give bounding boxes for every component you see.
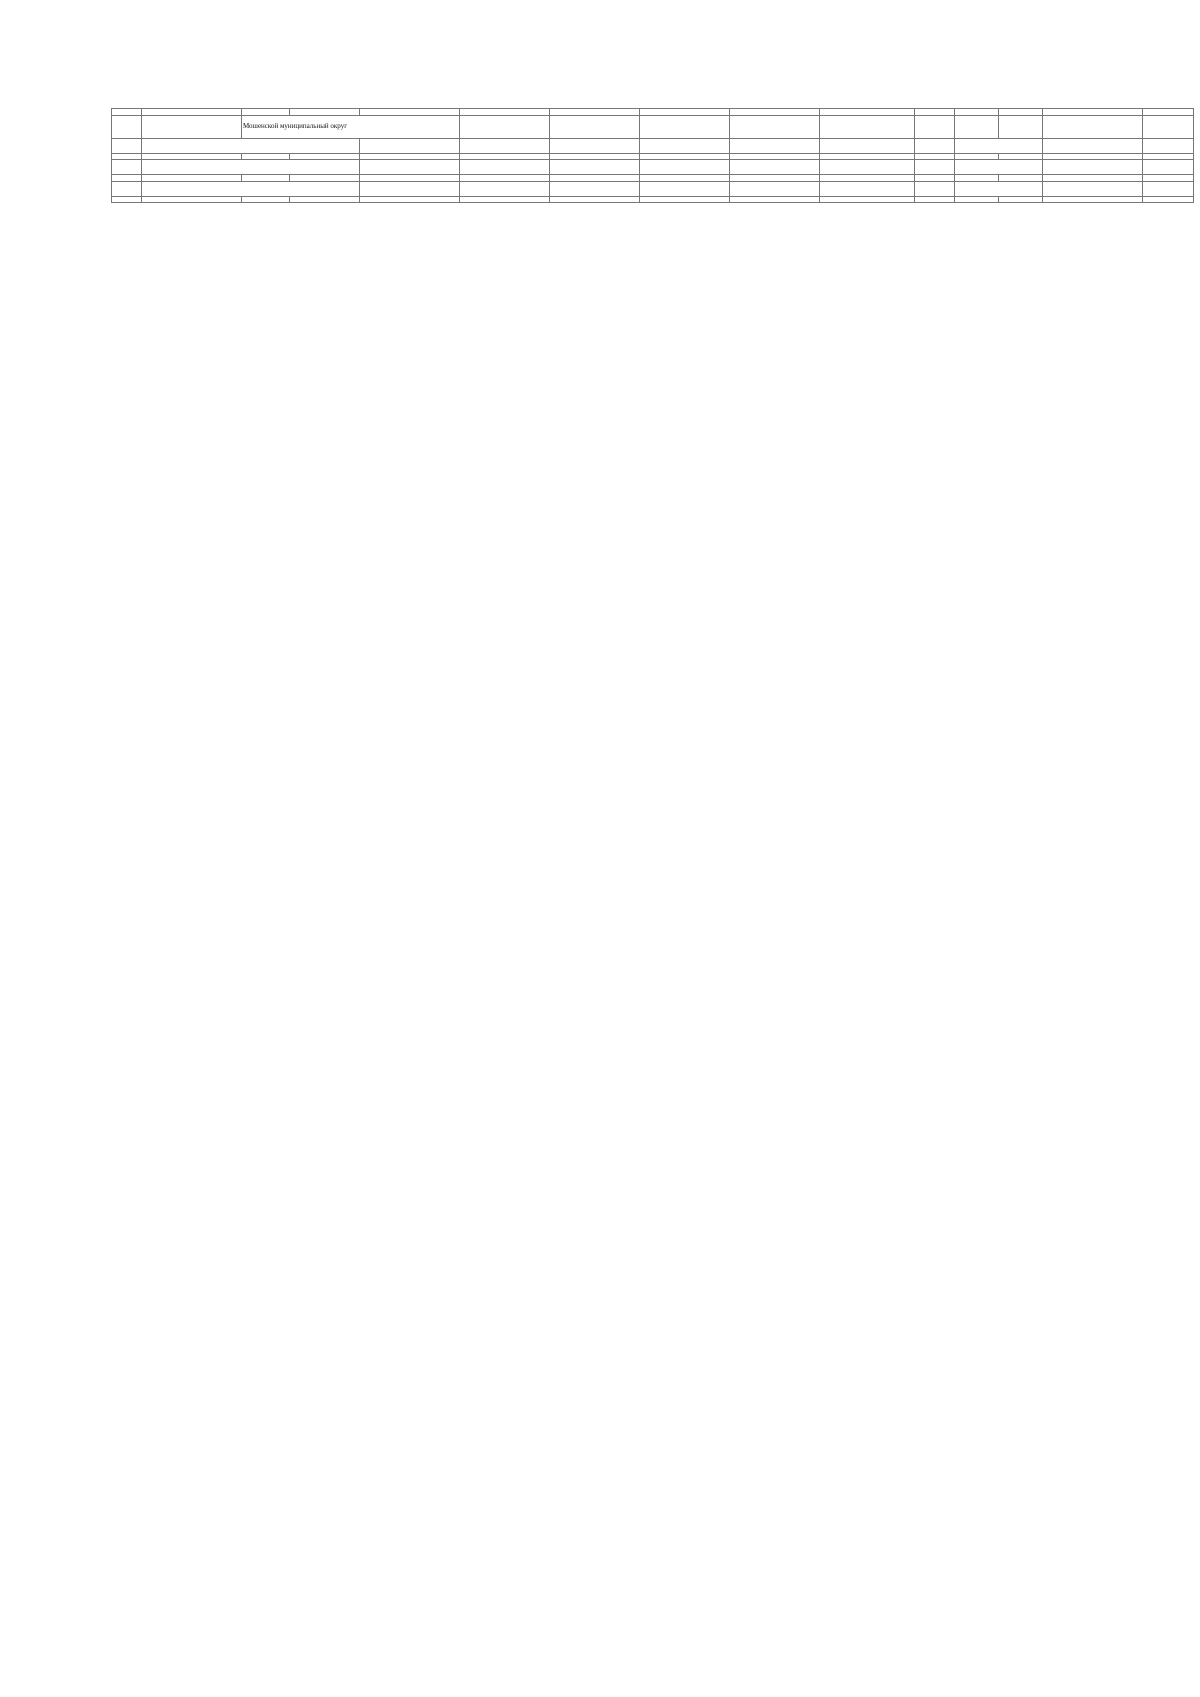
cell-v2	[955, 196, 999, 203]
cell-c1	[1043, 175, 1143, 182]
cell-blank	[142, 196, 242, 203]
table-part-4	[112, 196, 1194, 203]
cell-v3	[999, 109, 1043, 116]
cell-blank	[460, 109, 550, 116]
cell-blank	[730, 153, 820, 160]
cell-type	[242, 196, 290, 203]
cell-blank	[730, 196, 820, 203]
cell-v2	[955, 109, 999, 116]
cell-coords	[360, 196, 460, 203]
cell-blank	[640, 153, 730, 160]
cell-c1	[1043, 196, 1143, 203]
cell-name	[290, 153, 360, 160]
cell-type	[242, 109, 290, 116]
cell-blank	[640, 109, 730, 116]
cell-type	[242, 153, 290, 160]
cell-v2	[955, 153, 999, 160]
cell-coords	[360, 109, 460, 116]
cell-num	[112, 153, 142, 160]
cell-coords	[360, 153, 460, 160]
cell-v3	[999, 153, 1043, 160]
cell-ref	[820, 109, 915, 116]
cell-blank	[550, 175, 640, 182]
cell-v2	[955, 175, 999, 182]
cell-c1	[1043, 153, 1143, 160]
cell-c1	[1043, 109, 1143, 116]
cell-v1	[915, 153, 955, 160]
table-row	[112, 196, 1194, 203]
cell-num	[112, 175, 142, 182]
cell-blank	[142, 109, 242, 116]
cell-blank	[550, 153, 640, 160]
cell-name	[290, 196, 360, 203]
section-header	[112, 115, 1194, 153]
cell-v1	[915, 175, 955, 182]
cell-c2	[1143, 109, 1194, 116]
settlement-table	[111, 108, 1194, 203]
cell-v1	[915, 109, 955, 116]
cell-blank	[142, 153, 242, 160]
cell-v1	[915, 196, 955, 203]
cell-blank	[640, 175, 730, 182]
cell-blank	[142, 175, 242, 182]
table-row	[112, 153, 1194, 160]
cell-blank	[460, 153, 550, 160]
section-title: Мошенской муниципальный округ	[242, 115, 460, 138]
table-row	[112, 175, 1194, 182]
cell-blank	[640, 196, 730, 203]
cell-blank	[460, 196, 550, 203]
cell-blank	[460, 175, 550, 182]
table-part-2	[112, 153, 1194, 160]
cell-num	[112, 196, 142, 203]
cell-num	[112, 109, 142, 116]
cell-c2	[1143, 153, 1194, 160]
table-row	[112, 109, 1194, 116]
cell-ref	[820, 196, 915, 203]
cell-coords	[360, 175, 460, 182]
cell-blank	[550, 196, 640, 203]
cell-c2	[1143, 175, 1194, 182]
cell-type	[242, 175, 290, 182]
section-blank	[112, 115, 142, 138]
subsection-2-header	[112, 160, 1194, 175]
cell-blank	[730, 109, 820, 116]
subsection-total-2	[955, 160, 1043, 175]
cell-ref	[820, 175, 915, 182]
table-part-3	[112, 175, 1194, 182]
subsection-total-3	[955, 181, 1043, 196]
settlement-table-sheet	[111, 108, 1093, 203]
cell-c2	[1143, 196, 1194, 203]
subsection-total-1	[955, 138, 1043, 153]
subsection-3-header	[112, 181, 1194, 196]
cell-blank	[730, 175, 820, 182]
cell-v3	[999, 196, 1043, 203]
subsection-title-3	[142, 181, 360, 196]
cell-ref	[820, 153, 915, 160]
table-part-1	[112, 109, 1194, 116]
cell-blank	[550, 109, 640, 116]
cell-name	[290, 109, 360, 116]
subsection-title-2	[142, 160, 360, 175]
subsection-title-1	[142, 138, 360, 153]
section-number	[142, 115, 242, 138]
cell-v3	[999, 175, 1043, 182]
cell-name	[290, 175, 360, 182]
